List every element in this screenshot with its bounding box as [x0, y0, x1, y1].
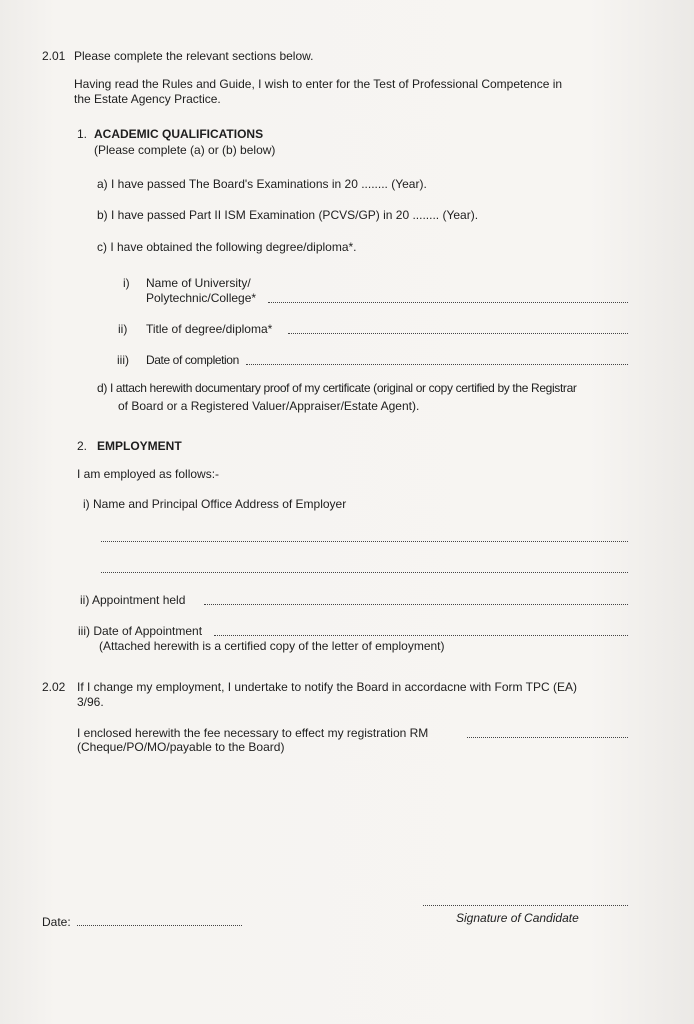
section-number-2-02: 2.02	[42, 680, 66, 694]
university-name-field[interactable]	[268, 302, 628, 303]
declaration-line-2: the Estate Agency Practice.	[74, 92, 221, 106]
academic-item-d-line-1: d) I attach herewith documentary proof of my certificate (original or copy certified by the Registrar	[97, 381, 577, 395]
academic-item-d-line-2: of Board or a Registered Valuer/Appraiser/Estate Agent).	[118, 399, 420, 413]
academic-item-b: b) I have passed Part II ISM Examination (PCVS/GP) in 20 ........ (Year).	[97, 208, 479, 222]
employment-heading: EMPLOYMENT	[97, 439, 182, 453]
s202-line-1: If I change my employment, I undertake to notify the Board in accordacne with Form TPC (EA)	[77, 680, 578, 694]
fee-line-1: I enclosed herewith the fee necessary to effect my registration RM	[77, 726, 429, 740]
academic-cii-label: Title of degree/diploma*	[146, 322, 273, 336]
date-field[interactable]	[77, 925, 242, 926]
academic-ciii-label: Date of completion	[146, 353, 239, 367]
academic-ciii-number: iii)	[117, 353, 129, 367]
s202-line-2: 3/96.	[77, 695, 104, 709]
fee-amount-field[interactable]	[467, 737, 628, 738]
degree-title-field[interactable]	[288, 333, 628, 334]
declaration-line-1: Having read the Rules and Guide, I wish to enter for the Test of Professional Competence in	[74, 77, 563, 91]
completion-date-field[interactable]	[246, 364, 628, 365]
section-number-2-01: 2.01	[42, 49, 66, 63]
signature-field[interactable]	[423, 905, 628, 906]
academic-ci-label-1: Name of University/	[146, 276, 251, 290]
academic-ci-label-2: Polytechnic/College*	[146, 291, 257, 305]
employment-item-i: i) Name and Principal Office Address of Employer	[83, 497, 347, 511]
academic-item-a: a) I have passed The Board's Examinations in 20 ........ (Year).	[97, 177, 427, 191]
employment-item-iii: iii) Date of Appointment	[78, 624, 203, 638]
appointment-date-field[interactable]	[214, 635, 628, 636]
date-label: Date:	[42, 915, 71, 929]
academic-item-c: c) I have obtained the following degree/diploma*.	[97, 240, 357, 254]
employment-iii-note: (Attached herewith is a certified copy of the letter of employment)	[99, 639, 445, 653]
academic-heading-number: 1.	[77, 127, 88, 141]
employment-intro: I am employed as follows:-	[77, 467, 220, 481]
employment-heading-number: 2.	[77, 439, 88, 453]
academic-heading: ACADEMIC QUALIFICATIONS	[94, 127, 264, 141]
signature-label: Signature of Candidate	[456, 911, 579, 925]
academic-cii-number: ii)	[118, 322, 128, 336]
academic-ci-number: i)	[123, 276, 130, 290]
appointment-held-field[interactable]	[204, 604, 628, 605]
fee-line-2: (Cheque/PO/MO/payable to the Board)	[77, 740, 285, 754]
employer-address-field-2[interactable]	[101, 572, 628, 573]
employer-address-field-1[interactable]	[101, 541, 628, 542]
section-intro: Please complete the relevant sections below.	[74, 49, 314, 63]
employment-item-ii: ii) Appointment held	[80, 593, 186, 607]
academic-note: (Please complete (a) or (b) below)	[94, 143, 276, 157]
